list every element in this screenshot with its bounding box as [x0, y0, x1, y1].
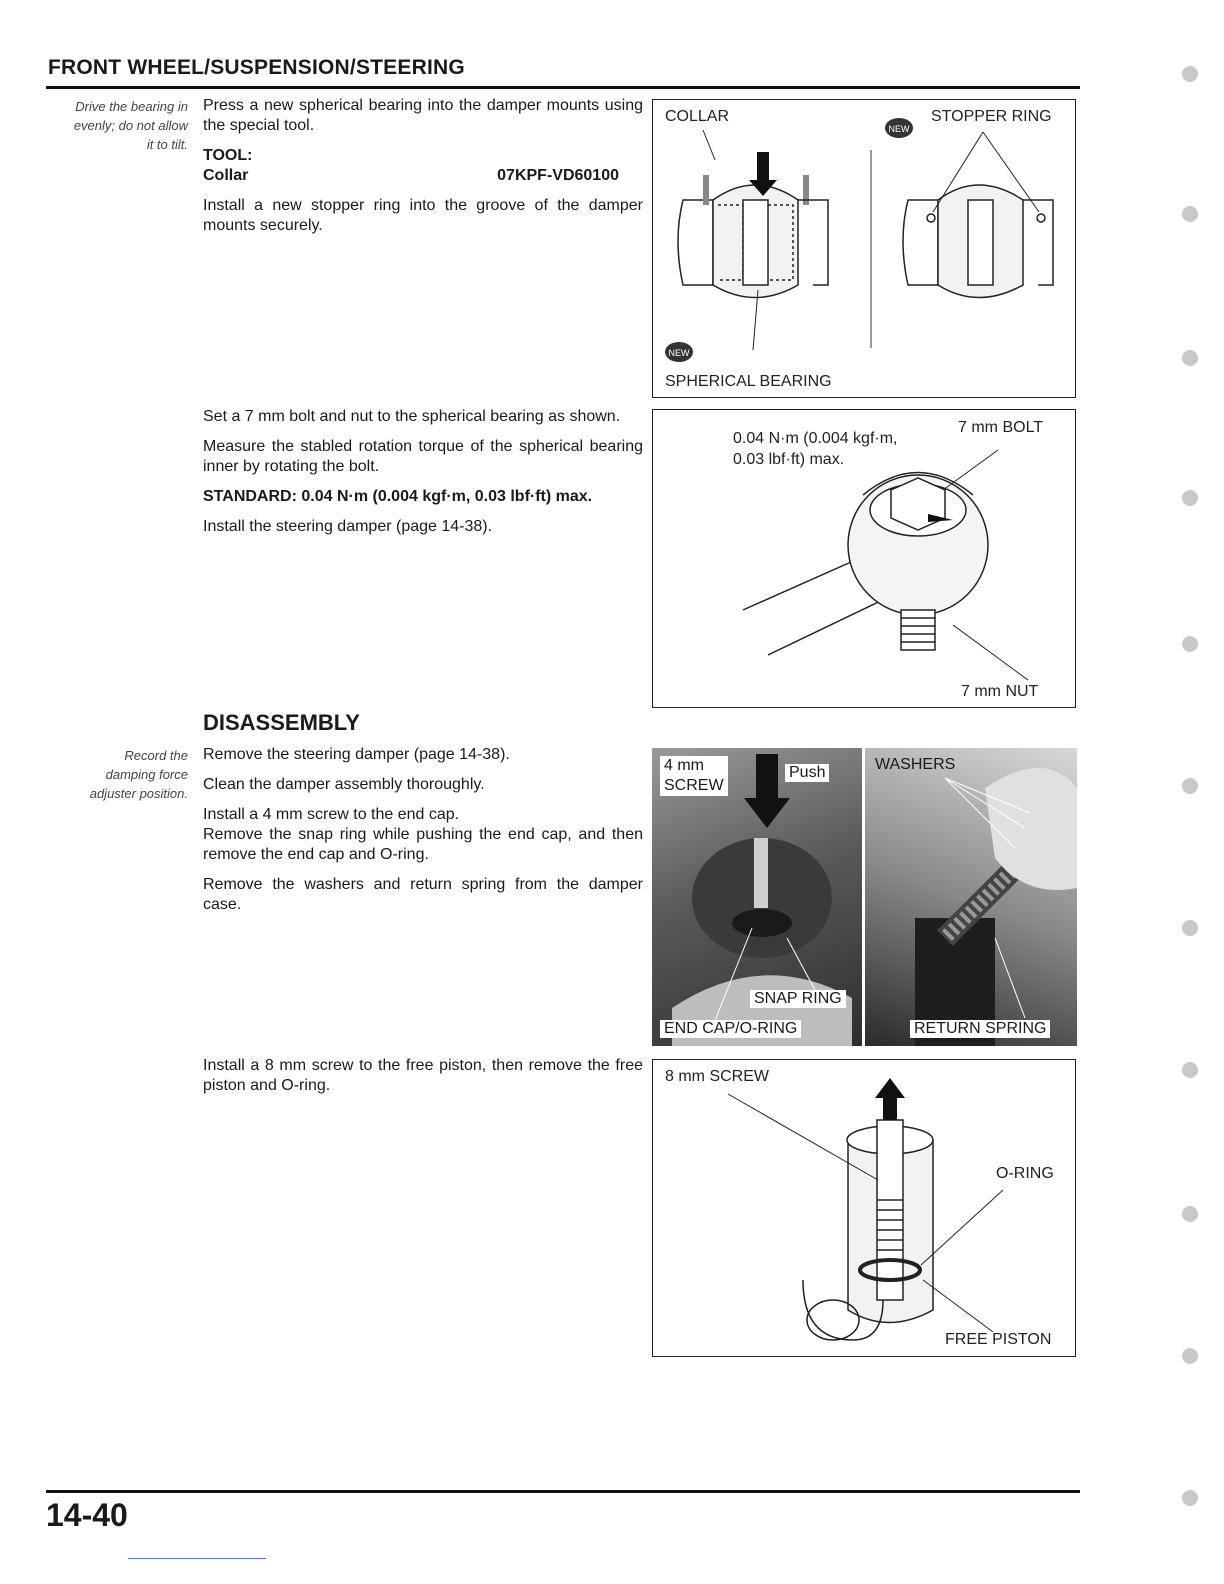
standard-spec: STANDARD: 0.04 N·m (0.004 kgf·m, 0.03 lbf·ft) max. — [203, 488, 593, 505]
footer-rule — [46, 1490, 1080, 1493]
pull-arrow-icon — [875, 1078, 905, 1120]
new-badge-icon — [885, 118, 913, 138]
photo-end-cap-removal — [652, 748, 862, 1046]
photo-washers-spring — [865, 748, 1077, 1046]
binder-hole-mark — [1182, 1348, 1198, 1364]
step2-paragraph-2: Measure the stabled rotation torque of the spherical bearing inner by rotating the bolt. — [203, 438, 643, 475]
step3-paragraph-4: Remove the washers and return spring from the damper case. — [203, 876, 643, 913]
new-badge-text: NEW — [668, 348, 690, 358]
header-rule — [46, 86, 1080, 89]
label-end-cap-oring: END CAP/O-RING — [660, 1020, 801, 1038]
step4-text-block — [203, 1056, 643, 1106]
step2-paragraph-1: Set a 7 mm bolt and nut to the spherical bearing as shown. — [203, 408, 621, 425]
step3-paragraph-3a: Install a 4 mm screw to the end cap. — [203, 806, 460, 823]
bottom-link-line — [128, 1558, 266, 1559]
binder-hole-mark — [1182, 920, 1198, 936]
figure-bearing-install — [652, 99, 1076, 398]
figure-free-piston — [652, 1059, 1076, 1357]
side-note-line: it to tilt. — [146, 137, 188, 152]
figure-torque-check — [652, 409, 1076, 708]
step3-paragraph-3b: Remove the snap ring while pushing the end cap, and then remove the end cap and O-ring. — [203, 826, 643, 863]
label-8mm-screw: 8 mm SCREW — [665, 1068, 769, 1085]
tool-row — [203, 166, 643, 186]
label-push: Push — [785, 764, 829, 782]
step3-paragraph-2: Clean the damper assembly thoroughly. — [203, 776, 485, 793]
binder-hole-mark — [1182, 490, 1198, 506]
tool-heading: TOOL: — [203, 147, 253, 164]
label-spherical-bearing: SPHERICAL BEARING — [665, 373, 832, 390]
label-4mm-screw-line: SCREW — [664, 777, 724, 794]
side-note-line: Drive the bearing in — [75, 99, 188, 114]
new-badge-text: NEW — [888, 124, 910, 134]
page-number: 14-40 — [46, 1497, 128, 1533]
label-torque-line2: 0.03 lbf·ft) max. — [733, 451, 845, 468]
step1-paragraph-2: Install a new stopper ring into the groove of the damper mounts securely. — [203, 197, 643, 234]
step3-paragraph-1: Remove the steering damper (page 14-38). — [203, 746, 510, 763]
label-4mm-screw — [660, 756, 728, 796]
binder-hole-mark — [1182, 1062, 1198, 1078]
binder-hole-mark — [1182, 350, 1198, 366]
binder-hole-mark — [1182, 1206, 1198, 1222]
label-torque-line1: 0.04 N·m (0.004 kgf·m, — [733, 430, 898, 447]
label-7mm-nut: 7 mm NUT — [961, 683, 1039, 700]
step1-text-block — [203, 96, 643, 246]
side-note-bearing — [40, 97, 188, 154]
binder-hole-mark — [1182, 206, 1198, 222]
push-arrow-icon — [744, 754, 790, 828]
side-note-line: damping force — [105, 767, 188, 782]
step3-text-block — [203, 745, 643, 925]
binder-hole-mark — [1182, 636, 1198, 652]
binder-hole-mark — [1182, 66, 1198, 82]
bearing-install-drawing — [653, 100, 1075, 397]
label-stopper-ring: STOPPER RING — [931, 108, 1052, 125]
right-bearing-diagram — [903, 185, 1053, 298]
new-badge-icon — [665, 342, 693, 362]
label-snap-ring: SNAP RING — [750, 990, 846, 1008]
torque-check-drawing — [653, 410, 1075, 707]
step4-paragraph: Install a 8 mm screw to the free piston, then remove the free piston and O-ring. — [203, 1057, 643, 1094]
tool-number: 07KPF-VD60100 — [497, 167, 619, 184]
washers-photo-drawing — [865, 748, 1077, 1046]
free-piston-drawing — [653, 1060, 1075, 1356]
side-note-line: Record the — [124, 748, 188, 763]
label-free-piston: FREE PISTON — [945, 1331, 1052, 1348]
binder-hole-mark — [1182, 778, 1198, 794]
label-7mm-bolt: 7 mm BOLT — [958, 419, 1044, 436]
tool-name: Collar — [203, 167, 249, 184]
left-bearing-diagram — [678, 175, 828, 298]
page-title: FRONT WHEEL/SUSPENSION/STEERING — [48, 56, 465, 79]
step2-text-block — [203, 407, 643, 547]
label-collar: COLLAR — [665, 108, 730, 125]
side-note-line: adjuster position. — [89, 786, 188, 801]
label-4mm-screw-line: 4 mm — [664, 757, 704, 774]
label-return-spring: RETURN SPRING — [910, 1020, 1050, 1038]
step2-paragraph-3: Install the steering damper (page 14-38). — [203, 518, 493, 535]
section-heading-disassembly: DISASSEMBLY — [203, 710, 360, 735]
side-note-line: evenly; do not allow — [73, 118, 188, 133]
side-note-damping — [40, 746, 188, 803]
binder-hole-mark — [1182, 1490, 1198, 1506]
label-oring: O-RING — [996, 1165, 1054, 1182]
label-washers: WASHERS — [875, 756, 956, 773]
step1-paragraph: Press a new spherical bearing into the damper mounts using the special tool. — [203, 97, 643, 134]
